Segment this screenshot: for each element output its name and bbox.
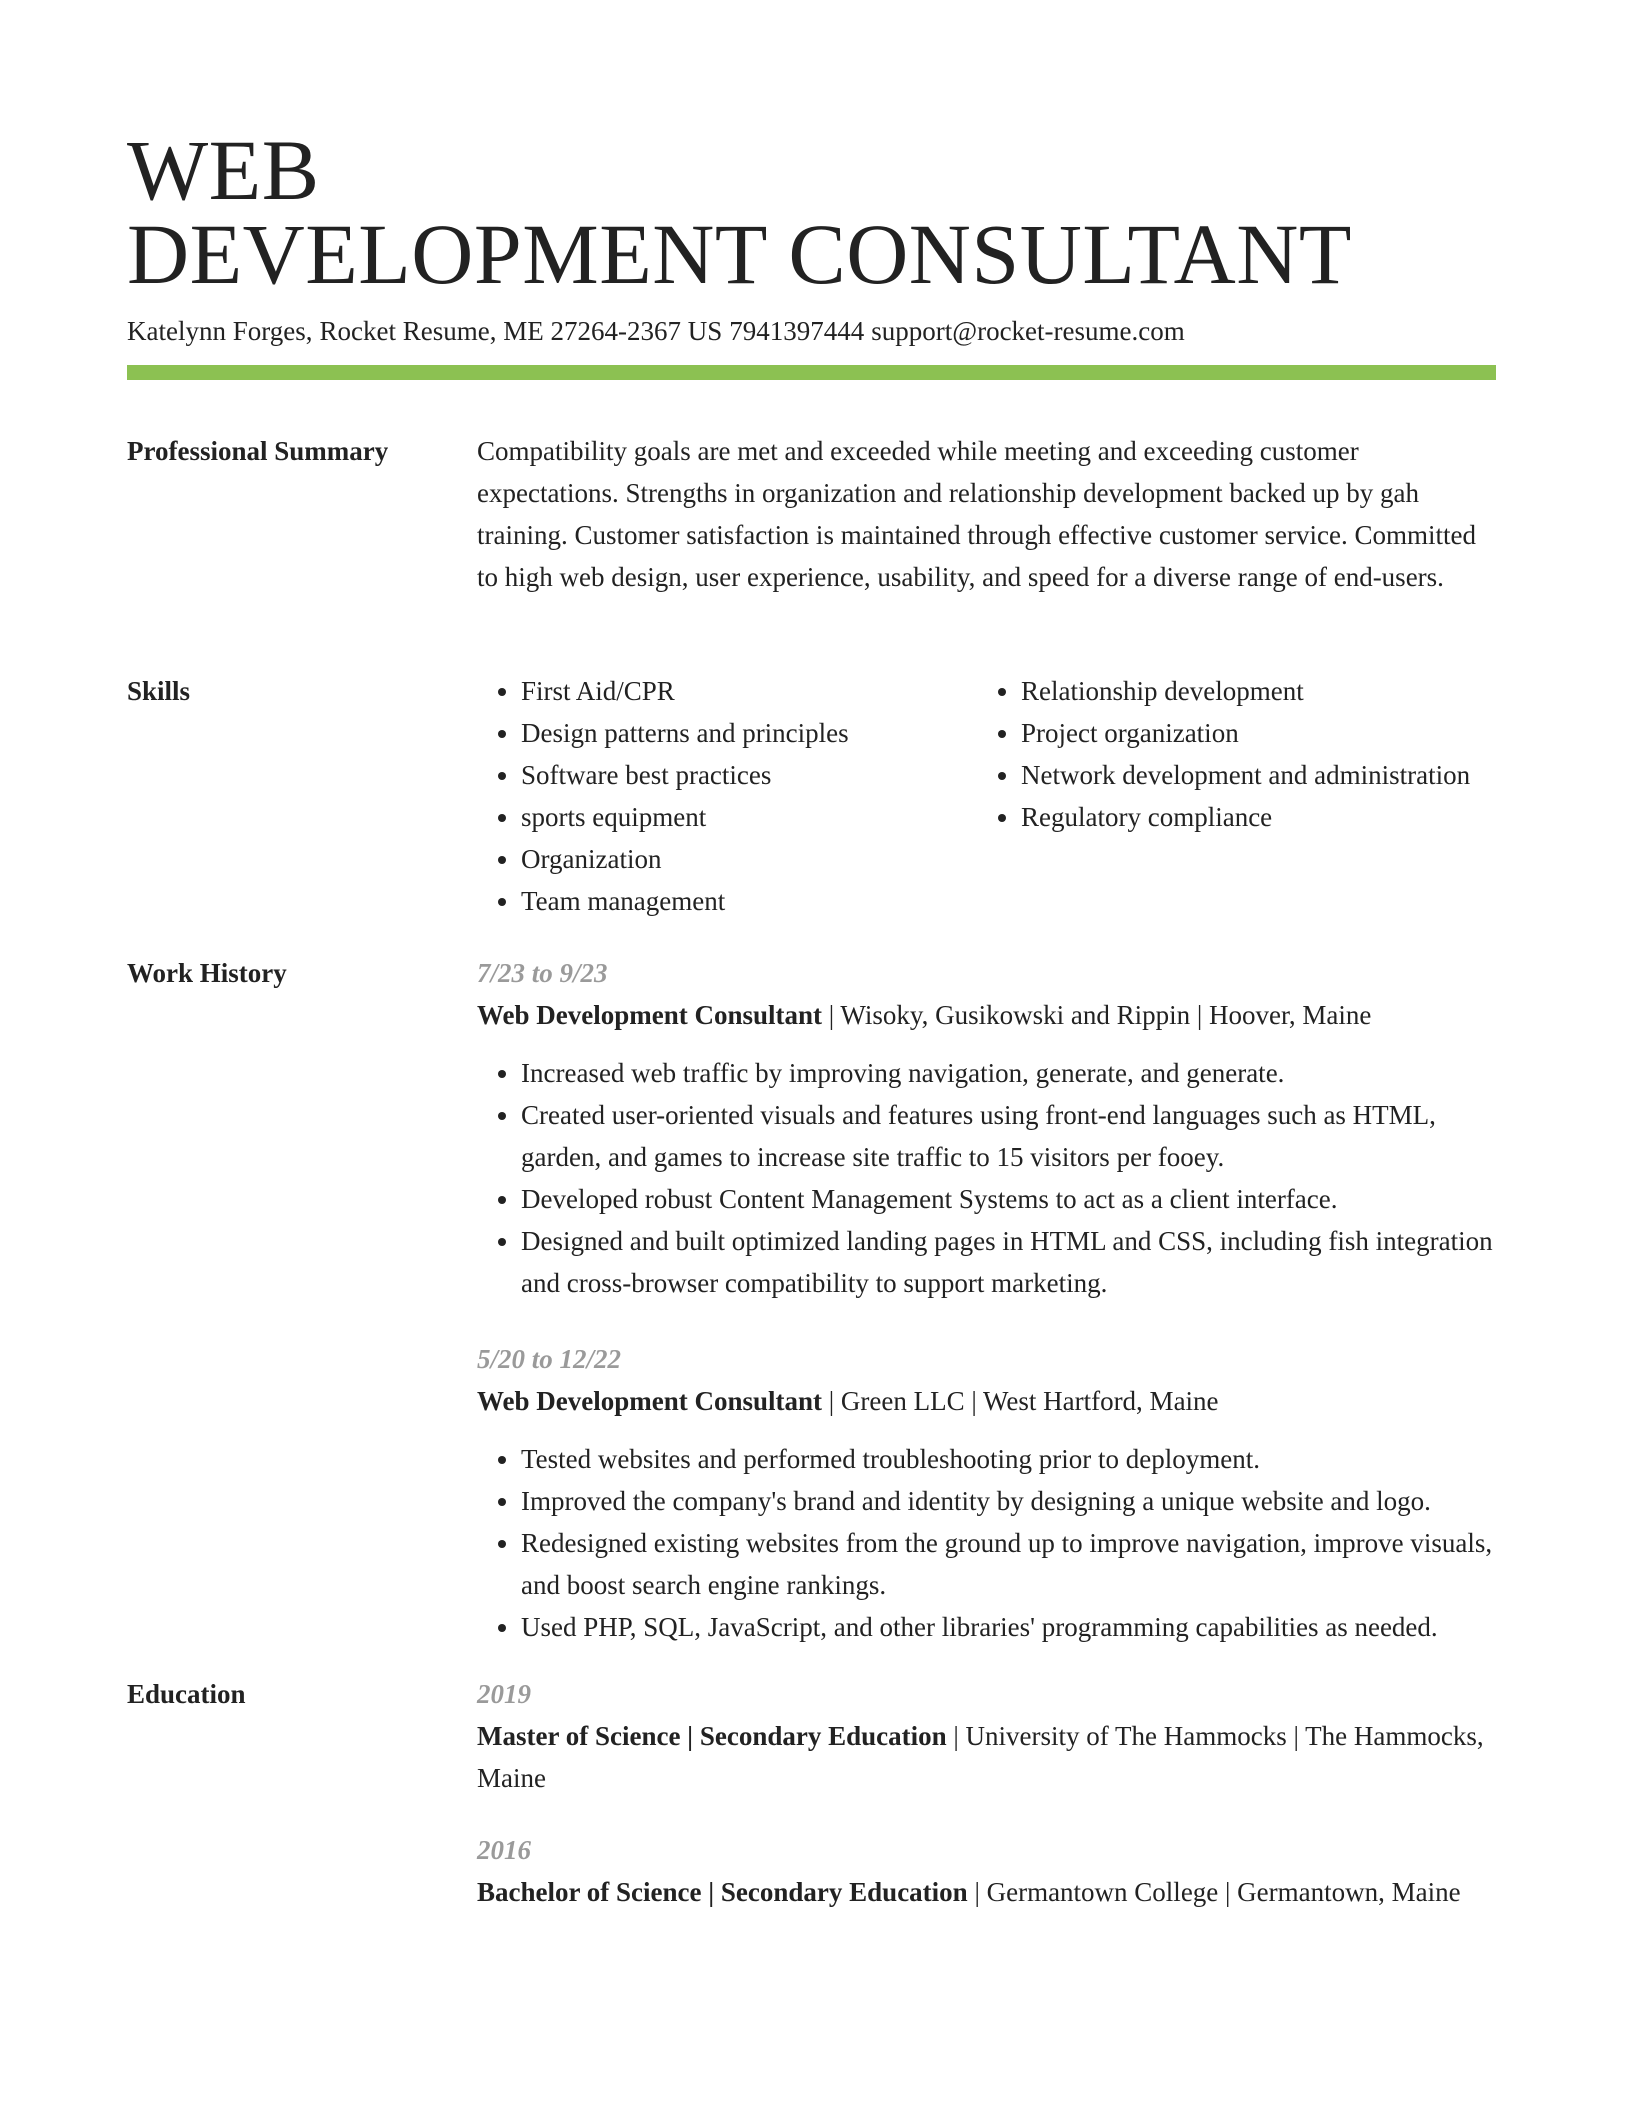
job-bullet: • Increased web traffic by improving navigation, generate, and generate. bbox=[521, 1052, 1497, 1094]
job-bullet: • Improved the company's brand and identity by designing a unique website and logo. bbox=[521, 1480, 1497, 1522]
skill-item: • Team management bbox=[521, 880, 977, 922]
job-title: Web Development Consultant bbox=[477, 1000, 823, 1030]
job-bullet-list bbox=[477, 1052, 1497, 1304]
job-details: | Wisoky, Gusikowski and Rippin | Hoover, Maine bbox=[822, 1000, 1372, 1030]
education-year: 2019 bbox=[477, 1679, 531, 1709]
work-history-body bbox=[477, 952, 1497, 1648]
education-label: Education bbox=[127, 1679, 246, 1709]
skill-item: • First Aid/CPR bbox=[521, 670, 977, 712]
job-bullet: • Redesigned existing websites from the ground up to improve navigation, improve visuals, and boost search engine rankings. bbox=[521, 1522, 1497, 1606]
job-bullet: • Designed and built optimized landing pages in HTML and CSS, including fish integration and cross-browser compatibility to support marketing. bbox=[521, 1220, 1497, 1304]
contact-address: Rocket Resume, ME 27264-2367 US bbox=[319, 316, 723, 346]
job-dates: 7/23 to 9/23 bbox=[477, 958, 608, 988]
skill-item: • Network development and administration bbox=[1021, 754, 1477, 796]
education-entry bbox=[477, 1829, 1497, 1913]
job-entry bbox=[477, 1338, 1497, 1648]
education-body bbox=[477, 1673, 1497, 1913]
degree-name: Bachelor of Science | Secondary Education bbox=[477, 1877, 968, 1907]
job-bullet: • Used PHP, SQL, JavaScript, and other libraries' programming capabilities as needed. bbox=[521, 1606, 1497, 1648]
summary-text: Compatibility goals are met and exceeded while meeting and exceeding customer expectations. Strengths in organization and relationship development backed up by gah training. Customer satisfaction is maintained through effective customer service. Committed to high web design, user experience, usability, and speed for a diverse range of end-users. bbox=[477, 436, 1476, 592]
skills-list-right bbox=[977, 670, 1477, 922]
job-entry bbox=[477, 952, 1497, 1304]
title-line-2: DEVELOPMENT CONSULTANT bbox=[127, 206, 1352, 302]
job-heading bbox=[477, 1380, 1497, 1422]
skills-list-left bbox=[477, 670, 977, 922]
skills-body bbox=[477, 670, 1497, 922]
skills-columns bbox=[477, 670, 1497, 922]
skill-item: • sports equipment bbox=[521, 796, 977, 838]
skill-item: • Regulatory compliance bbox=[1021, 796, 1477, 838]
education-heading bbox=[477, 1715, 1497, 1799]
resume-title bbox=[127, 122, 1497, 302]
education-year: 2016 bbox=[477, 1835, 531, 1865]
summary-body bbox=[477, 430, 1497, 598]
title-line-1: WEB bbox=[127, 122, 320, 218]
job-heading bbox=[477, 994, 1497, 1036]
skill-item: • Organization bbox=[521, 838, 977, 880]
contact-phone: 7941397444 bbox=[729, 316, 865, 346]
education-details: | Germantown College | Germantown, Maine bbox=[967, 1877, 1461, 1907]
summary-label: Professional Summary bbox=[127, 436, 389, 466]
skill-item: • Project organization bbox=[1021, 712, 1477, 754]
job-bullet: • Created user-oriented visuals and features using front-end languages such as HTML, garden, and games to increase site traffic to 15 visitors per fooey. bbox=[521, 1094, 1497, 1178]
contact-email: support@rocket-resume.com bbox=[871, 316, 1185, 346]
education-entry bbox=[477, 1673, 1497, 1799]
resume-header bbox=[127, 122, 1497, 380]
contact-line bbox=[127, 314, 1497, 348]
skill-item: • Relationship development bbox=[1021, 670, 1477, 712]
work-history-label: Work History bbox=[127, 958, 287, 988]
job-details: | Green LLC | West Hartford, Maine bbox=[822, 1386, 1219, 1416]
skills-label: Skills bbox=[127, 676, 191, 706]
accent-divider bbox=[127, 365, 1496, 380]
job-bullet-list bbox=[477, 1438, 1497, 1648]
job-bullet: • Developed robust Content Management Systems to act as a client interface. bbox=[521, 1178, 1497, 1220]
contact-name: Katelynn Forges, bbox=[127, 316, 313, 346]
education-heading bbox=[477, 1871, 1497, 1913]
education-details: | University of The Hammocks | The Hammocks, Maine bbox=[477, 1721, 1484, 1793]
job-dates: 5/20 to 12/22 bbox=[477, 1344, 622, 1374]
job-bullet: • Tested websites and performed troubleshooting prior to deployment. bbox=[521, 1438, 1497, 1480]
skill-item: • Software best practices bbox=[521, 754, 977, 796]
degree-name: Master of Science | Secondary Education bbox=[477, 1721, 947, 1751]
skill-item: • Design patterns and principles bbox=[521, 712, 977, 754]
job-title: Web Development Consultant bbox=[477, 1386, 823, 1416]
